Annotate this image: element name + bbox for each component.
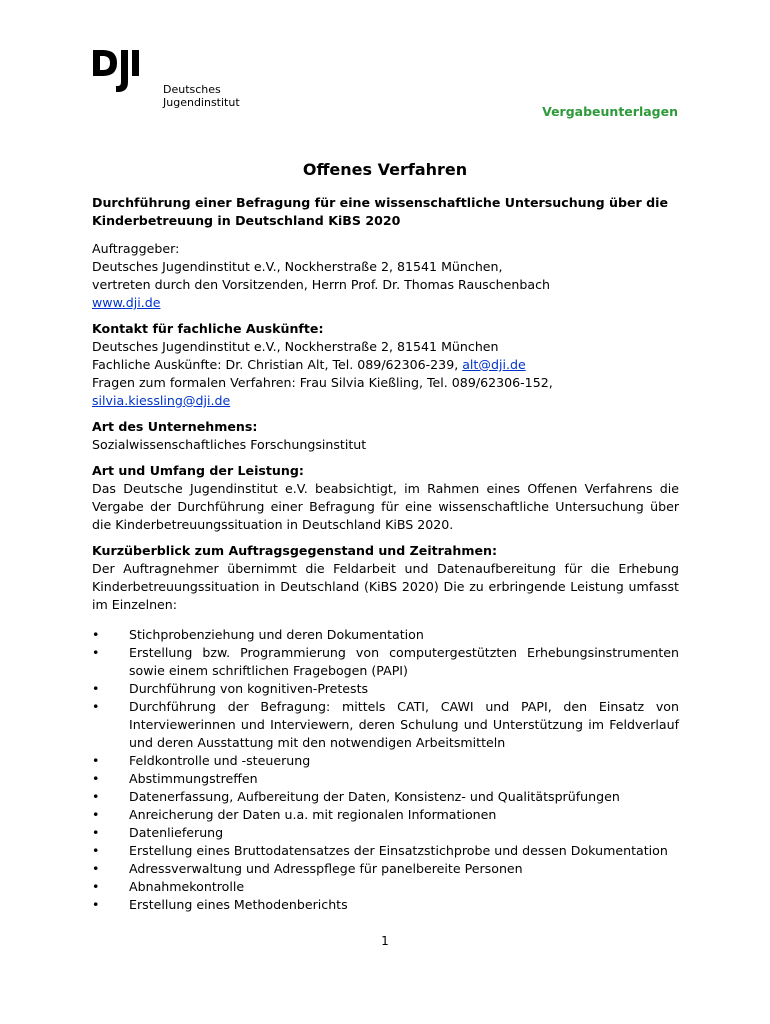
list-item-text: Erstellung eines Methodenberichts: [129, 897, 348, 912]
kontakt-fachlich: Fachliche Auskünfte: Dr. Christian Alt, Tel. 089/62306-239,: [92, 357, 463, 372]
list-item: [92, 806, 679, 824]
email-link-alt[interactable]: alt@dji.de: [462, 357, 526, 372]
dji-logo: [90, 46, 170, 98]
email-link-kiessling[interactable]: silvia.kiessling@dji.de: [92, 393, 231, 408]
auftraggeber-representative: vertreten durch den Vorsitzenden, Herrn Prof. Dr. Thomas Rauschenbach: [92, 277, 550, 292]
art-leistung-heading: Art und Umfang der Leistung:: [92, 463, 304, 478]
document-tag: Vergabeunterlagen: [542, 104, 678, 119]
auftraggeber-label: Auftraggeber:: [92, 241, 180, 256]
document-title: Offenes Verfahren: [302, 160, 468, 179]
art-leistung-section: [92, 462, 679, 534]
bullet-icon: •: [92, 879, 100, 894]
bullet-icon: •: [92, 771, 100, 786]
dji-logo-mark: [90, 46, 170, 98]
list-item-text: Abnahmekontrolle: [129, 879, 245, 894]
list-item: [92, 824, 679, 842]
leistungs-list: [92, 626, 679, 914]
list-item-text: Anreicherung der Daten u.a. mit regionalen Informationen: [129, 807, 497, 822]
bullet-icon: •: [92, 861, 100, 876]
list-item-text: Feldkontrolle und -steuerung: [129, 753, 311, 768]
auftraggeber-address: Deutsches Jugendinstitut e.V., Nockherstraße 2, 81541 München,: [92, 259, 503, 274]
bullet-icon: •: [92, 753, 100, 768]
list-item: [92, 626, 679, 644]
bullet-icon: •: [92, 825, 100, 840]
list-item-text: Adressverwaltung und Adresspflege für panelbereite Personen: [129, 861, 523, 876]
list-item-text: Durchführung von kognitiven-Pretests: [129, 681, 369, 696]
bullet-icon: •: [92, 627, 100, 642]
list-item: [92, 644, 679, 680]
list-item: [92, 770, 679, 788]
kurzueberblick-heading: Kurzüberblick zum Auftragsgegenstand und Zeitrahmen:: [92, 543, 498, 558]
subtitle-line: Kinderbetreuung in Deutschland KiBS 2020: [92, 213, 401, 228]
auftraggeber-section: [92, 240, 679, 312]
bullet-icon: •: [92, 645, 100, 660]
art-leistung-text: Das Deutsche Jugendinstitut e.V. beabsichtigt, im Rahmen eines Offenen Verfahrens die Vergabe der Durchführung einer Befragung für eine wissenschaftliche Untersuchung über die Kinderbetreuungssituation in Deutschland KiBS 2020.: [92, 481, 679, 532]
bullet-icon: •: [92, 789, 100, 804]
list-item: [92, 878, 679, 896]
list-item-text: Erstellung bzw. Programmierung von computergestützten Erhebungsinstrumenten sowie einem schriftlichen Fragebogen (PAPI): [129, 645, 679, 678]
kontakt-heading: Kontakt für fachliche Auskünfte:: [92, 321, 324, 336]
kontakt-formal: Fragen zum formalen Verfahren: Frau Silvia Kießling, Tel. 089/62306-152,: [92, 375, 553, 390]
kontakt-section: [92, 320, 679, 410]
bullet-icon: •: [92, 807, 100, 822]
bullet-icon: •: [92, 699, 100, 714]
kurzueberblick-text: Der Auftragnehmer übernimmt die Feldarbeit und Datenaufbereitung für die Erhebung Kinderbetreuungssituation in Deutschland (KiBS 2020) Die zu erbringende Leistung umfasst im Einzelnen:: [92, 561, 679, 612]
org-name-line2: Jugendinstitut: [163, 96, 240, 109]
list-item: [92, 842, 679, 860]
list-item: [92, 680, 679, 698]
kontakt-address: Deutsches Jugendinstitut e.V., Nockherstraße 2, 81541 München: [92, 339, 499, 354]
org-name: [163, 83, 240, 109]
bullet-icon: •: [92, 681, 100, 696]
list-item-text: Abstimmungstreffen: [129, 771, 258, 786]
list-item: [92, 896, 679, 914]
bullet-icon: •: [92, 897, 100, 912]
art-unternehmen-text: Sozialwissenschaftliches Forschungsinstitut: [92, 437, 367, 452]
document-body: [92, 194, 679, 922]
org-name-line1: Deutsches: [163, 83, 221, 96]
subtitle-line: Durchführung einer Befragung für eine wissenschaftliche Untersuchung über die: [92, 195, 668, 210]
list-item-text: Erstellung eines Bruttodatensatzes der Einsatzstichprobe und dessen Dokumentation: [129, 843, 668, 858]
list-item: [92, 860, 679, 878]
list-item: [92, 788, 679, 806]
art-unternehmen-section: [92, 418, 679, 454]
list-item-text: Stichprobenziehung und deren Dokumentation: [129, 627, 424, 642]
kurzueberblick-section: [92, 542, 679, 914]
art-unternehmen-heading: Art des Unternehmens:: [92, 419, 258, 434]
list-item-text: Durchführung der Befragung: mittels CATI, CAWI und PAPI, den Einsatz von Interviewerinnen und Interviewern, deren Schulung und Unterstützung im Feldverlauf und deren Ausstattung mit den notwendigen Arbeitsmitteln: [129, 699, 679, 750]
list-item-text: Datenlieferung: [129, 825, 224, 840]
bullet-icon: •: [92, 843, 100, 858]
list-item-text: Datenerfassung, Aufbereitung der Daten, Konsistenz- und Qualitätsprüfungen: [129, 789, 620, 804]
website-link[interactable]: www.dji.de: [92, 295, 161, 310]
document-subtitle: [92, 194, 679, 230]
list-item: [92, 752, 679, 770]
page-number: 1: [381, 934, 389, 948]
list-item: [92, 698, 679, 752]
